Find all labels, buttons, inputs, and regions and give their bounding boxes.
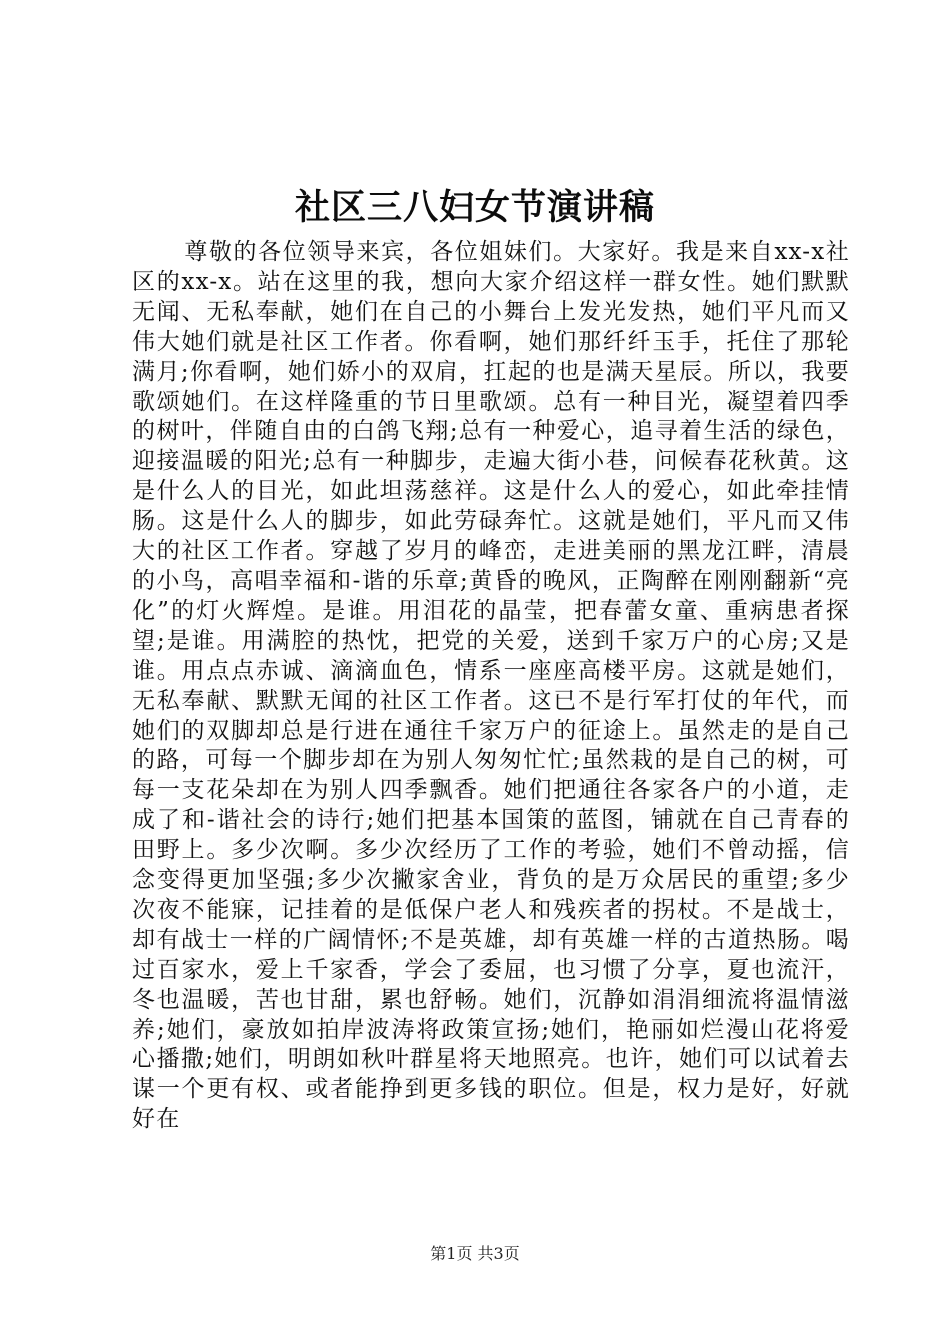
page-number-footer: 第1页 共3页 — [430, 1244, 520, 1263]
document-body-paragraph — [132, 238, 850, 1135]
document-title: 社区三八妇女节演讲稿 — [294, 187, 655, 228]
document-body-text: 尊敬的各位领导来宾，各位姐妹们。大家好。我是来自xx-x社区的xx-x。站在这里的我，想向大家介绍这样一群女性。她们默默无闻、无私奉献，她们在自己的小舞台上发光发热，她们平凡而又伟大她们就是社区工作者。你看啊，她们那纤纤玉手，托住了那轮满月;你看啊，她们娇小的双肩，扛起的也是满天星辰。所以，我要歌颂她们。在这样隆重的节日里歌颂。总有一种目光，凝望着四季的树叶，伴随自由的白鸽飞翔;总有一种爱心，追寻着生活的绿色，迎接温暖的阳光;总有一种脚步，走遍大街小巷，问候春花秋黄。这是什么人的目光，如此坦荡慈祥。这是什么人的爱心，如此牵挂情肠。这是什么人的脚步，如此劳碌奔忙。这就是她们，平凡而又伟大的社区工作者。穿越了岁月的峰峦，走进美丽的黑龙江畔，清晨的小鸟，高唱幸福和-谐的乐章;黄昏的晚风，正陶醉在刚刚翻新“亮化”的灯火辉煌。是谁。用泪花的晶莹，把春蕾女童、重病患者探望;是谁。用满腔的热忱，把党的关爱，送到千家万户的心房;又是谁。用点点赤诚、滴滴血色，情系一座座高楼平房。这就是她们，无私奉献、默默无闻的社区工作者。这已不是行军打仗的年代，而她们的双脚却总是行进在通往千家万户的征途上。虽然走的是自己的路，可每一个脚步却在为别人匆匆忙忙;虽然栽的是自己的树，可每一支花朵却在为别人四季飘香。她们把通往各家各户的小道，走成了和-谐社会的诗行;她们把基本国策的蓝图，铺就在自己青春的田野上。多少次啊。多少次经历了工作的考验，她们不曾动摇，信念变得更加坚强;多少次撇家舍业，背负的是万众居民的重望;多少次夜不能寐，记挂着的是低保户老人和残疾者的拐杖。不是战士，却有战士一样的广阔情怀;不是英雄，却有英雄一样的古道热肠。喝过百家水，爱上千家香，学会了委屈，也习惯了分享，夏也流汗，冬也温暖，苦也甘甜，累也舒畅。她们，沉静如涓涓细流将温情滋养;她们，豪放如拍岸波涛将政策宣扬;她们，艳丽如烂漫山花将爱心播撒;她们，明朗如秋叶群星将天地照亮。也许，她们可以试着去谋一个更有权、或者能挣到更多钱的职位。但是，权力是好，好就好在 — [132, 239, 850, 1133]
